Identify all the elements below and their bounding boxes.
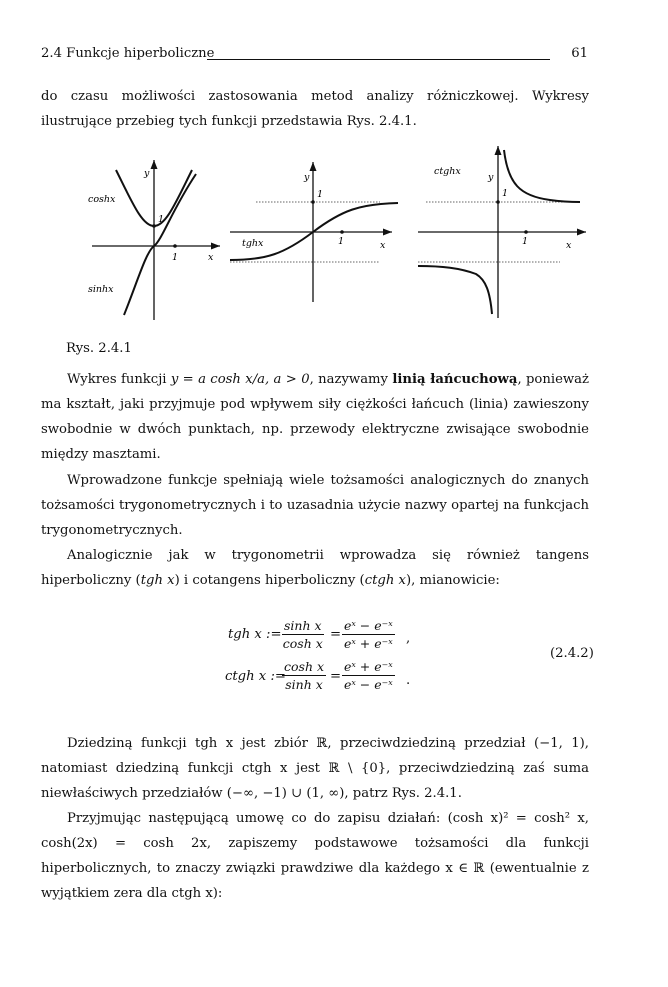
ctgh-fraction-1 [282, 659, 326, 692]
one-y-label: 1 [158, 214, 165, 225]
paragraph-catenary [41, 367, 589, 467]
figure-hyperbolic-functions [80, 140, 600, 334]
point-cosh-0 [152, 224, 156, 228]
comma: , [406, 631, 411, 646]
paragraph-definitions [41, 543, 589, 593]
term-catenary: linią łańcuchową [392, 372, 518, 387]
denominator: eˣ + e⁻ˣ [344, 636, 393, 651]
text: , ponieważ ma kształt, jaki przyjmuje pod wpływem siły ciężkości łańcuch (linia) zawieszony swobodnie w dwóch punktach, np. przewody elektryczne zwisające swobodnie między masztami. [41, 372, 589, 462]
tgh-fraction-2 [342, 618, 395, 651]
paragraph-intro: do czasu możliwości zastosowania metod analizy różniczkowej. Wykresy ilustrujące przebieg tych funkcji przedstawia Rys. 2.4.1. [41, 89, 589, 129]
text: , nazywamy [309, 372, 393, 387]
panel-cosh-sinh [88, 160, 220, 320]
tick-x-1 [524, 230, 528, 234]
numerator: cosh x [284, 659, 325, 674]
denominator: sinh x [285, 677, 323, 692]
point-y-1 [311, 200, 315, 204]
header-rule [207, 59, 550, 60]
sinh-label: sinhx [88, 284, 114, 295]
one-y-label: 1 [317, 189, 324, 200]
one-x-label: 1 [522, 236, 529, 247]
paragraph-domains: Dziedziną funkcji tgh x jest zbiór ℝ, przeciwdziedziną przedział (−1, 1), natomiast dziedziną funkcji ctgh x jest ℝ \ {0}, przeciwdziedziną zaś suma niewłaściwych przedziałów (−∞, −1) ∪ (1, ∞), patrz Rys. 2.4.1. [41, 736, 589, 801]
text: Wykres funkcji [67, 372, 171, 387]
figure-svg [80, 140, 600, 330]
panel-tgh [230, 162, 398, 302]
running-header [41, 46, 588, 66]
tgh-fraction-1 [282, 618, 324, 651]
panel-ctgh [418, 146, 586, 318]
ctgh-fraction-2 [342, 659, 395, 692]
ctgh-curve-left [418, 266, 492, 314]
y-axis-label: y [144, 168, 150, 179]
x-axis-label: x [380, 240, 386, 251]
equals-sign: = [330, 627, 342, 642]
x-arrow [383, 229, 392, 236]
paragraph-identities: Wprowadzone funkcje spełniają wiele tożsamości analogicznych do znanych tożsamości trygonometrycznych i to uzasadnia użycie nazwy opartej na funkcjach trygonometrycznych. [41, 473, 589, 538]
ctgh-curve-right [504, 150, 580, 202]
text: Analogicznie jak w trygonometrii wprowadza się również tangens hiperboliczny ( [41, 548, 589, 588]
tgh-definition-lhs: tgh x := [228, 627, 282, 642]
y-arrow [495, 146, 502, 155]
catenary-formula: y = a cosh x/a, a > 0 [170, 372, 310, 387]
denominator: cosh x [282, 636, 323, 651]
y-axis-label: y [304, 172, 310, 183]
one-y-label: 1 [502, 188, 509, 199]
text: ) i cotangens hiperboliczny ( [174, 573, 365, 588]
section-title: 2.4 Funkcje hiperboliczne [41, 46, 215, 61]
x-arrow [577, 229, 586, 236]
numerator: sinh x [284, 618, 322, 633]
tgh-symbol: tgh x [140, 573, 175, 588]
equals-sign: = [330, 669, 342, 684]
y-arrow [310, 162, 317, 171]
tick-x-1 [173, 244, 177, 248]
ctgh-definition-lhs: ctgh x := [225, 669, 286, 684]
denominator: eˣ − e⁻ˣ [344, 677, 393, 692]
x-axis-label: x [208, 252, 214, 263]
equation-number: (2.4.2) [550, 646, 594, 661]
text: ), mianowicie: [405, 573, 500, 588]
tgh-label: tghx [242, 238, 264, 249]
figure-caption: Rys. 2.4.1 [66, 341, 132, 356]
y-arrow [151, 160, 158, 169]
one-x-label: 1 [172, 252, 179, 263]
x-axis-label: x [566, 240, 572, 251]
one-x-label: 1 [338, 236, 345, 247]
period: . [406, 673, 411, 688]
tick-x-1 [340, 230, 344, 234]
ctgh-symbol: ctgh x [364, 573, 406, 588]
page-number: 61 [571, 46, 588, 61]
cosh-label: coshx [88, 194, 116, 205]
point-y-1 [496, 200, 500, 204]
x-arrow [211, 243, 220, 250]
numerator: eˣ + e⁻ˣ [344, 659, 393, 674]
y-axis-label: y [488, 172, 494, 183]
ctgh-label: ctghx [434, 166, 461, 177]
numerator: eˣ − e⁻ˣ [344, 618, 393, 633]
paragraph-notation: Przyjmując następującą umowę co do zapisu działań: (cosh x)² = cosh² x, cosh(2x) = cosh 2x, zapiszemy podstawowe tożsamości dla funkcji hiperbolicznych, to znaczy związki prawdziwe dla każdego x ∈ ℝ (ewentualnie z wyjątkiem zera dla ctgh x): [41, 811, 589, 901]
sinh-curve [124, 174, 196, 315]
